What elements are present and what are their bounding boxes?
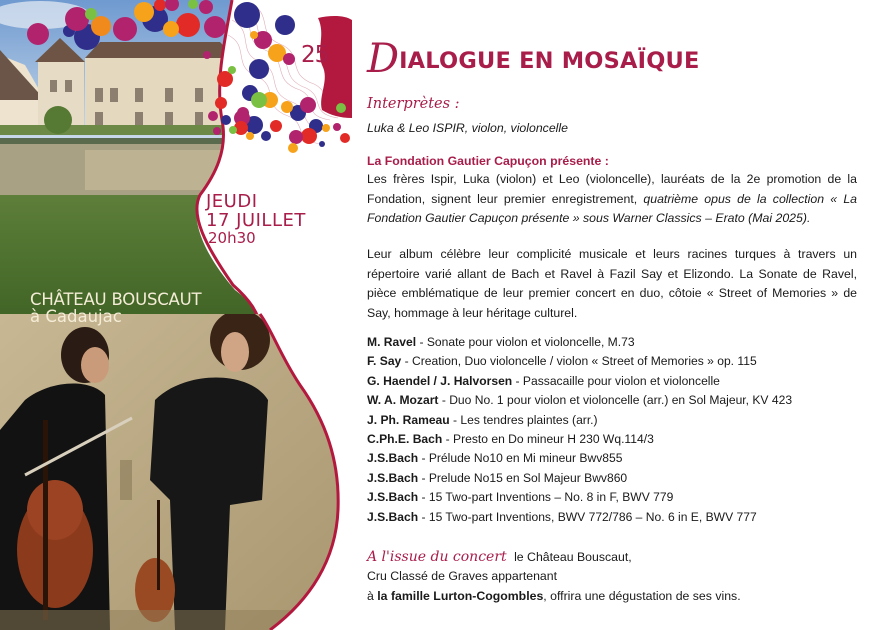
foundation-heading: La Fondation Gautier Capuçon présente : bbox=[367, 154, 609, 168]
program-item: W. A. Mozart - Duo No. 1 pour violon et violoncelle (arr.) en Sol Majeur, KV 423 bbox=[367, 393, 793, 408]
program-item: J.S.Bach - 15 Two-part Inventions, BWV 772/786 – No. 6 in E, BWV 777 bbox=[367, 509, 757, 524]
foundation-paragraph-1: Les frères Ispir, Luka (violon) et Leo (violoncelle), lauréats de la 2e promotion de la Fondation, signent leur premier enregistrement, quatrième opus de la collection « La Fondation Gautier Capuçon présente » sous Warner Classics – Erato (Mai 2025). bbox=[367, 172, 857, 226]
title-rest: IALOGUE EN MOSAÏQUE bbox=[399, 48, 700, 74]
foundation-paragraph-2: Leur album célèbre leur complicité musicale et leurs racines turques à travers un répertoire varié allant de Bach et Ravel à Fazil Say et Elizondo. La Sonate de Ravel, pièce emblématique de leur premier concert en duo, côtoie « Street of Memories » de Say, hommage à leur héritage culturel. bbox=[367, 247, 857, 320]
visual-column bbox=[0, 0, 360, 630]
title-initial: D bbox=[367, 36, 400, 82]
family-name: la famille Lurton-Cogombles bbox=[377, 588, 544, 603]
page-title bbox=[367, 36, 700, 82]
venue-name: CHÂTEAU BOUSCAUT bbox=[30, 290, 202, 309]
venue bbox=[30, 291, 201, 326]
program-list bbox=[367, 333, 867, 527]
program-item: J.S.Bach - 15 Two-part Inventions – No. 8 in F, BWV 779 bbox=[367, 490, 674, 505]
program-item: J.S.Bach - Prelude No15 en Sol Majeur Bwv860 bbox=[367, 470, 628, 485]
program-item: C.Ph.E. Bach - Presto en Do mineur H 230 Wq.114/3 bbox=[367, 431, 654, 446]
event-day: JEUDI bbox=[206, 191, 258, 212]
program-item: G. Haendel / J. Halvorsen - Passacaille pour violon et violoncelle bbox=[367, 373, 720, 388]
closing-note: A l'issue du concert le Château Bouscaut, Cru Classé de Graves appartenant à la famille Lurton-Cogombles, offrira une dégustation de ses vins. bbox=[367, 549, 741, 603]
program-item: J. Ph. Rameau - Les tendres plaintes (arr.) bbox=[367, 412, 598, 427]
performers-names: Luka & Leo ISPIR, violon, violoncelle bbox=[367, 121, 568, 135]
opus-note: quatrième opus de la collection « La Fondation Gautier Capuçon présente » sous Warner Classics – Erato (Mai 2025). bbox=[367, 191, 857, 226]
program-item: M. Ravel - Sonate pour violon et violoncelle, M.73 bbox=[367, 335, 635, 349]
closing-script: A l'issue du concert bbox=[367, 549, 507, 565]
event-time: 20h30 bbox=[208, 228, 256, 247]
edition-number: 25 bbox=[301, 42, 329, 68]
program-item: J.S.Bach - Prélude No10 en Mi mineur Bwv855 bbox=[367, 451, 623, 466]
program-item: F. Say - Creation, Duo violoncelle / violon « Street of Memories » op. 115 bbox=[367, 354, 757, 369]
venue-town: à Cadaujac bbox=[30, 307, 122, 327]
confetti-decoration bbox=[0, 0, 360, 160]
musicians-photo bbox=[0, 300, 360, 630]
event-date-text: 17 JUILLET bbox=[206, 209, 306, 231]
event-date bbox=[206, 193, 306, 247]
performers-label: Interprètes : bbox=[367, 96, 460, 112]
